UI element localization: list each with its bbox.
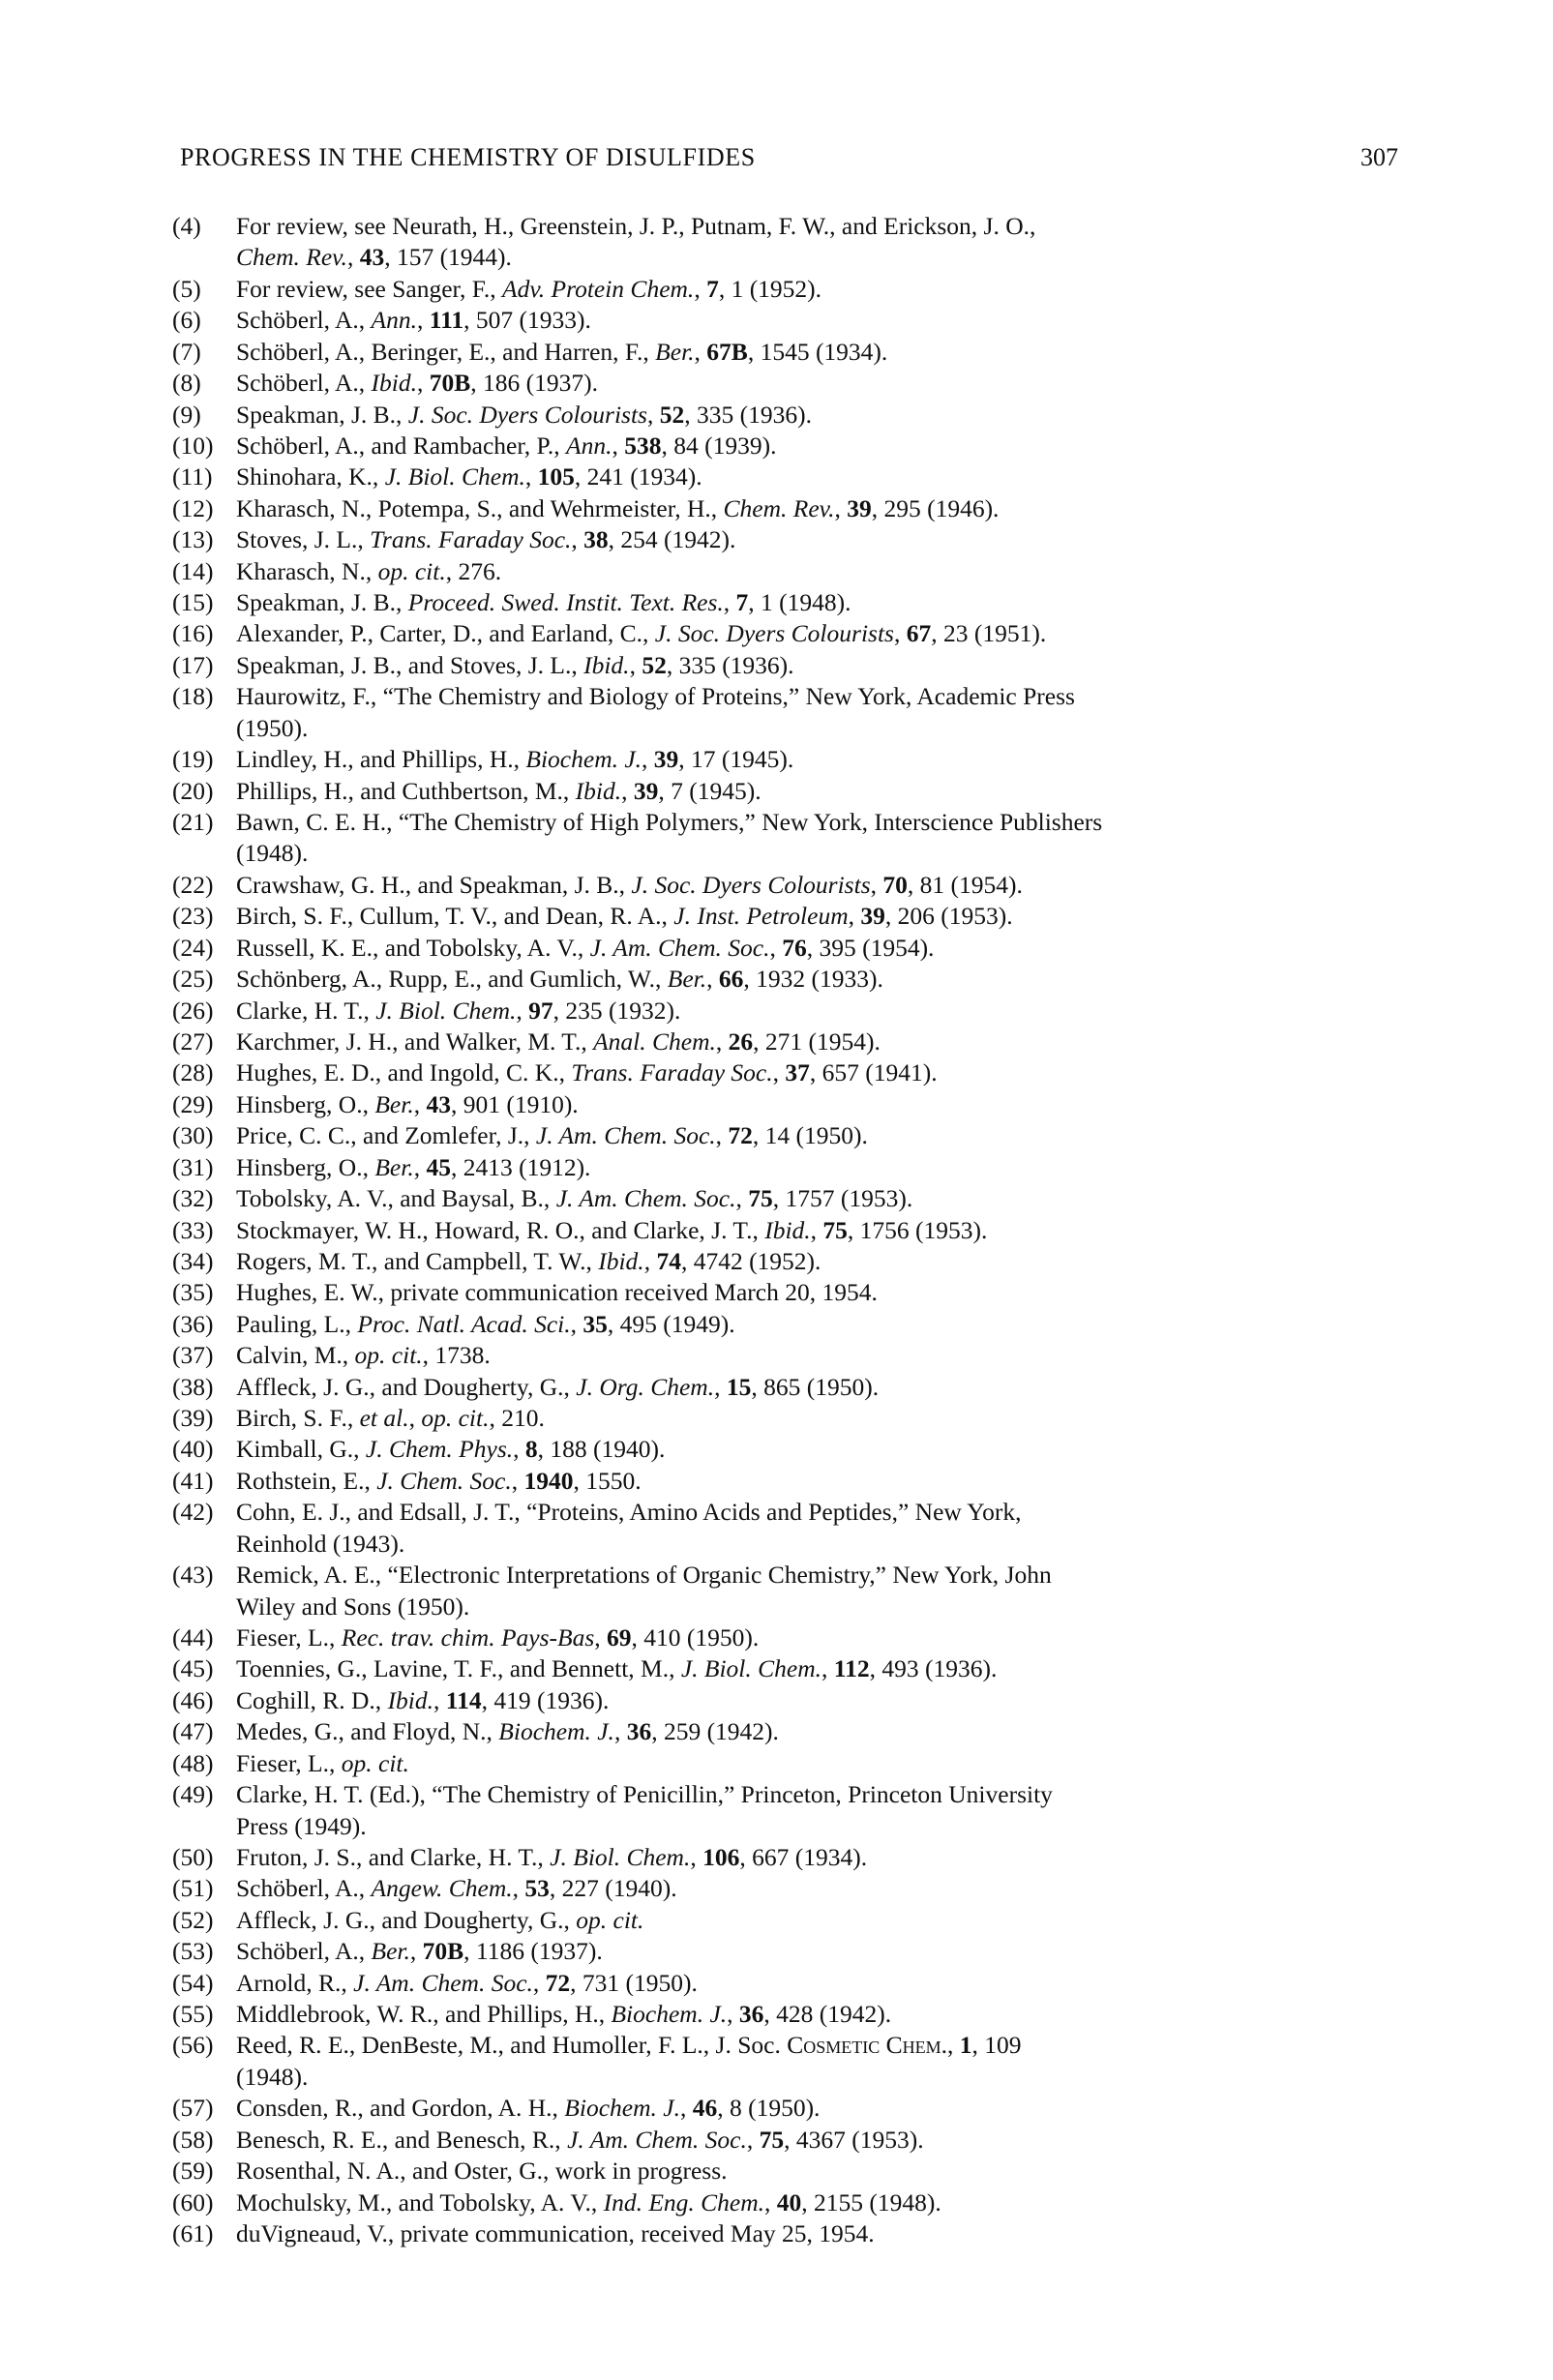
reference-number: (24) [172,933,214,962]
reference-text: Birch, S. F., Cullum, T. V., and Dean, R. A., J. Inst. Petroleum, 39, 206 (1953). [236,902,1013,931]
reference-entry [172,1653,1437,1684]
reference-entry [172,1026,1437,1057]
reference-text: Rosenthal, N. A., and Oster, G., work in progress. [236,2157,728,2186]
reference-entry [172,2218,1437,2249]
reference-text: Hinsberg, O., Ber., 45, 2413 (1912). [236,1152,591,1181]
reference-entry [172,1120,1437,1151]
reference-entry [172,1309,1437,1340]
reference-entry [172,1497,1437,1560]
reference-text: Clarke, H. T. (Ed.), “The Chemistry of Penicillin,” Princeton, Princeton University Press (1949). [236,1780,1053,1840]
reference-text: Schöberl, A., Ibid., 70B, 186 (1937). [236,369,598,398]
reference-text: Fieser, L., Rec. trav. chim. Pays-Bas, 69, 410 (1950). [236,1622,760,1651]
reference-number: (36) [172,1309,214,1338]
reference-number: (48) [172,1748,214,1777]
reference-text: Speakman, J. B., J. Soc. Dyers Colourists, 52, 335 (1936). [236,400,812,429]
reference-text: Schöberl, A., Angew. Chem., 53, 227 (1940). [236,1874,677,1903]
reference-entry [172,493,1437,524]
reference-entry [172,2093,1437,2124]
reference-number: (34) [172,1246,214,1275]
reference-number: (61) [172,2219,214,2247]
reference-entry [172,2187,1437,2218]
reference-entry [172,1057,1437,1088]
reference-text: Lindley, H., and Phillips, H., Biochem. J., 39, 17 (1945). [236,745,794,774]
reference-text: Stoves, J. L., Trans. Faraday Soc., 38, 254 (1942). [236,525,736,554]
reference-number: (6) [172,306,201,335]
reference-number: (53) [172,1937,214,1966]
reference-number: (44) [172,1622,214,1651]
reference-entry [172,556,1437,587]
reference-entry [172,1340,1437,1371]
reference-number: (11) [172,462,213,491]
reference-number: (25) [172,965,214,994]
reference-entry [172,1999,1437,2030]
reference-entry [172,681,1437,744]
reference-text: Middlebrook, W. R., and Phillips, H., Biochem. J., 36, 428 (1942). [236,2000,892,2029]
reference-entry [172,274,1437,305]
reference-number: (8) [172,369,201,398]
reference-number: (50) [172,1842,214,1871]
reference-number: (7) [172,337,201,366]
reference-entry [172,1779,1437,1842]
reference-entry [172,2030,1437,2093]
reference-number: (14) [172,556,214,585]
reference-entry [172,305,1437,336]
reference-number: (39) [172,1404,214,1433]
reference-text: Benesch, R. E., and Benesch, R., J. Am. Chem. Soc., 75, 4367 (1953). [236,2125,924,2154]
reference-text: Alexander, P., Carter, D., and Earland, C., J. Soc. Dyers Colourists, 67, 23 (1951). [236,619,1047,648]
reference-entry [172,1748,1437,1779]
reference-number: (29) [172,1089,214,1118]
reference-entry [172,1622,1437,1653]
reference-number: (15) [172,588,214,617]
running-head [180,143,1398,172]
reference-text: Schöberl, A., Ber., 70B, 1186 (1937). [236,1937,603,1966]
page-title: PROGRESS IN THE CHEMISTRY OF DISULFIDES [180,143,756,171]
reference-entry [172,933,1437,964]
reference-entry [172,1403,1437,1434]
reference-entry [172,1246,1437,1277]
reference-text: For review, see Neurath, H., Greenstein, J. P., Putnam, F. W., and Erickson, J. O., Chem. Rev., 43, 157 (1944). [236,212,1036,272]
reference-entry [172,744,1437,775]
reference-number: (46) [172,1685,214,1714]
reference-number: (57) [172,2094,214,2123]
reference-text: Speakman, J. B., Proceed. Swed. Instit. Text. Res., 7, 1 (1948). [236,588,851,617]
reference-entry [172,524,1437,555]
reference-text: Coghill, R. D., Ibid., 114, 419 (1936). [236,1685,610,1714]
reference-text: Arnold, R., J. Am. Chem. Soc., 72, 731 (1950). [236,1968,698,1997]
reference-number: (59) [172,2157,214,2186]
reference-number: (43) [172,1561,214,1590]
reference-number: (56) [172,2031,214,2060]
reference-entry [172,1089,1437,1120]
reference-text: Remick, A. E., “Electronic Interpretations of Organic Chemistry,” New York, John Wiley and Sons (1950). [236,1561,1052,1621]
reference-number: (38) [172,1372,214,1401]
reference-text: Schöberl, A., Beringer, E., and Harren, F., Ber., 67B, 1545 (1934). [236,337,888,366]
reference-entry [172,618,1437,649]
reference-entry [172,901,1437,932]
reference-number: (20) [172,776,214,805]
reference-number: (23) [172,902,214,931]
reference-number: (16) [172,619,214,648]
reference-number: (13) [172,525,214,554]
reference-entry [172,1842,1437,1873]
reference-text: Affleck, J. G., and Dougherty, G., op. cit. [236,1905,644,1934]
reference-text: Kimball, G., J. Chem. Phys., 8, 188 (1940). [236,1435,666,1464]
reference-number: (12) [172,493,214,522]
reference-text: Consden, R., and Gordon, A. H., Biochem. J., 46, 8 (1950). [236,2094,821,2123]
reference-entry [172,1434,1437,1465]
reference-entry [172,807,1437,870]
reference-text: duVigneaud, V., private communication, received May 25, 1954. [236,2219,875,2247]
reference-number: (47) [172,1717,214,1746]
reference-number: (31) [172,1152,214,1181]
reference-number: (17) [172,650,214,679]
reference-entry [172,1372,1437,1403]
reference-entry [172,1873,1437,1904]
reference-text: Hughes, E. D., and Ingold, C. K., Trans. Faraday Soc., 37, 657 (1941). [236,1058,938,1087]
reference-text: Cohn, E. J., and Edsall, J. T., “Proteins, Amino Acids and Peptides,” New York, Reinhold (1943). [236,1498,1022,1558]
reference-text: Medes, G., and Floyd, N., Biochem. J., 36, 259 (1942). [236,1717,779,1746]
reference-entry [172,2125,1437,2156]
reference-number: (9) [172,400,201,429]
reference-number: (49) [172,1780,214,1809]
reference-number: (26) [172,996,214,1025]
reference-text: Affleck, J. G., and Dougherty, G., J. Org. Chem., 15, 865 (1950). [236,1372,880,1401]
reference-number: (40) [172,1435,214,1464]
reference-number: (4) [172,212,201,240]
reference-number: (21) [172,808,214,837]
reference-number: (42) [172,1498,214,1527]
reference-entry [172,1466,1437,1497]
reference-text: Schöberl, A., Ann., 111, 507 (1933). [236,306,591,335]
reference-text: Rothstein, E., J. Chem. Soc., 1940, 1550. [236,1466,642,1495]
reference-entry [172,650,1437,681]
reference-number: (35) [172,1278,214,1307]
reference-number: (27) [172,1026,214,1056]
reference-text: Clarke, H. T., J. Biol. Chem., 97, 235 (1932). [236,996,681,1025]
reference-text: Shinohara, K., J. Biol. Chem., 105, 241 (1934). [236,462,702,491]
reference-number: (60) [172,2187,214,2216]
reference-entry [172,964,1437,995]
reference-text: Schönberg, A., Rupp, E., and Gumlich, W., Ber., 66, 1932 (1933). [236,965,883,994]
reference-entry [172,368,1437,399]
page-number: 307 [1360,143,1398,171]
reference-entry [172,1716,1437,1747]
reference-text: Calvin, M., op. cit., 1738. [236,1341,491,1370]
reference-number: (32) [172,1184,214,1213]
reference-text: Speakman, J. B., and Stoves, J. L., Ibid., 52, 335 (1936). [236,650,794,679]
reference-entry [172,1968,1437,1999]
reference-number: (58) [172,2125,214,2154]
reference-text: Karchmer, J. H., and Walker, M. T., Anal. Chem., 26, 271 (1954). [236,1026,881,1056]
reference-entry [172,431,1437,461]
reference-number: (28) [172,1058,214,1087]
reference-text: Stockmayer, W. H., Howard, R. O., and Clarke, J. T., Ibid., 75, 1756 (1953). [236,1215,988,1244]
reference-entry [172,870,1437,901]
reference-text: Mochulsky, M., and Tobolsky, A. V., Ind. Eng. Chem., 40, 2155 (1948). [236,2187,941,2216]
reference-number: (52) [172,1905,214,1934]
reference-entry [172,776,1437,807]
reference-number: (54) [172,1968,214,1997]
reference-text: Hinsberg, O., Ber., 43, 901 (1910). [236,1089,579,1118]
reference-text: Bawn, C. E. H., “The Chemistry of High Polymers,” New York, Interscience Publishers (1948). [236,808,1103,868]
reference-text: Schöberl, A., and Rambacher, P., Ann., 538, 84 (1939). [236,431,777,460]
reference-text: Hughes, E. W., private communication received March 20, 1954. [236,1278,878,1307]
reference-entry [172,1152,1437,1183]
reference-number: (19) [172,745,214,774]
reference-entry [172,2156,1437,2187]
reference-number: (10) [172,431,214,460]
reference-entry [172,1183,1437,1214]
reference-text: Tobolsky, A. V., and Baysal, B., J. Am. Chem. Soc., 75, 1757 (1953). [236,1184,913,1213]
reference-text: Birch, S. F., et al., op. cit., 210. [236,1404,545,1433]
reference-text: Pauling, L., Proc. Natl. Acad. Sci., 35, 495 (1949). [236,1309,735,1338]
reference-number: (45) [172,1654,214,1683]
reference-entry [172,461,1437,492]
reference-entry [172,1560,1437,1622]
reference-text: Toennies, G., Lavine, T. F., and Bennett, M., J. Biol. Chem., 112, 493 (1936). [236,1654,998,1683]
reference-text: Rogers, M. T., and Campbell, T. W., Ibid., 74, 4742 (1952). [236,1246,821,1275]
reference-text: For review, see Sanger, F., Adv. Protein Chem., 7, 1 (1952). [236,274,822,303]
reference-text: Russell, K. E., and Tobolsky, A. V., J. Am. Chem. Soc., 76, 395 (1954). [236,933,935,962]
reference-number: (55) [172,2000,214,2029]
reference-entry [172,337,1437,368]
reference-entry [172,587,1437,618]
reference-number: (18) [172,682,214,711]
reference-text: Haurowitz, F., “The Chemistry and Biology of Proteins,” New York, Academic Press (1950). [236,682,1075,742]
reference-entry [172,996,1437,1026]
reference-entry [172,1936,1437,1967]
reference-text: Reed, R. E., DenBeste, M., and Humoller, F. L., J. Soc. Cosmetic Chem., 1, 109 (1948). [236,2031,1022,2091]
reference-text: Fieser, L., op. cit. [236,1748,409,1777]
reference-entry [172,1905,1437,1936]
reference-text: Price, C. C., and Zomlefer, J., J. Am. Chem. Soc., 72, 14 (1950). [236,1121,868,1150]
reference-number: (51) [172,1874,214,1903]
reference-number: (37) [172,1341,214,1370]
reference-entry [172,400,1437,431]
reference-number: (5) [172,274,201,303]
reference-number: (33) [172,1215,214,1244]
reference-list [172,211,1437,2249]
reference-text: Kharasch, N., op. cit., 276. [236,556,502,585]
reference-entry [172,211,1437,274]
reference-number: (41) [172,1466,214,1495]
reference-entry [172,1685,1437,1716]
reference-number: (22) [172,870,214,899]
reference-text: Fruton, J. S., and Clarke, H. T., J. Biol. Chem., 106, 667 (1934). [236,1842,868,1871]
reference-text: Crawshaw, G. H., and Speakman, J. B., J. Soc. Dyers Colourists, 70, 81 (1954). [236,870,1023,899]
reference-text: Kharasch, N., Potempa, S., and Wehrmeister, H., Chem. Rev., 39, 295 (1946). [236,493,1000,522]
reference-number: (30) [172,1121,214,1150]
reference-entry [172,1215,1437,1246]
reference-entry [172,1277,1437,1308]
reference-text: Phillips, H., and Cuthbertson, M., Ibid., 39, 7 (1945). [236,776,762,805]
